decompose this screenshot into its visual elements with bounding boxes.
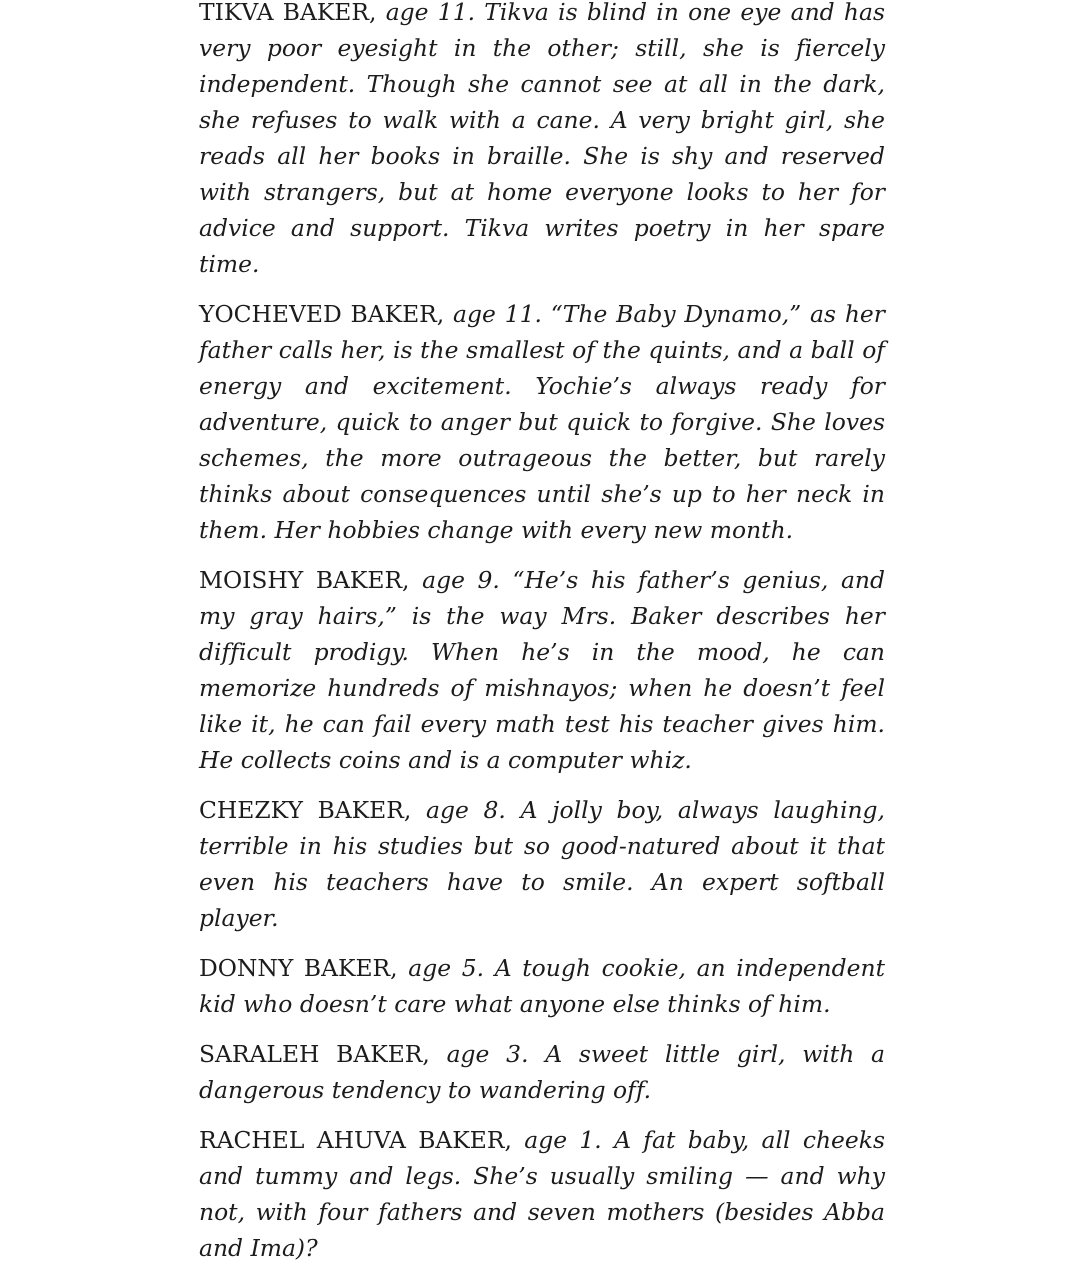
character-description: age 11. Tikva is blind in one eye and has very poor eyesight in the other; still, she is fiercely independent. Though she cannot see at all in the dark, she refuses to walk with a cane. A very bright girl, she reads all her books in braille. She is shy and reserved with strangers, but at home everyone looks to her for advice and support. Tikva writes poetry in her spare time. (199, 0, 885, 278)
character-name: MOISHY BAKER, (199, 566, 410, 594)
character-name: DONNY BAKER, (199, 954, 398, 982)
character-entry-saraleh (199, 1036, 885, 1108)
character-description: age 11. “The Baby Dynamo,” as her father calls her, is the smallest of the quints, and a ball of energy and excitement. Yochie’s always ready for adventure, quick to anger but quick to forgive. She loves schemes, the more outrageous the better, but rarely thinks about consequences until she’s up to her neck in them. Her hobbies change with every new month. (199, 300, 885, 544)
character-name: SARALEH BAKER, (199, 1040, 430, 1068)
character-description: age 1. A fat baby, all cheeks and tummy and legs. She’s usually smiling — and why not, with four fathers and seven mothers (besides Abba and Ima)? (199, 1126, 885, 1262)
character-entry-yocheved (199, 296, 885, 548)
character-entry-chezky (199, 792, 885, 936)
character-list-page (199, 0, 885, 1280)
character-description: age 3. A sweet little girl, with a dangerous tendency to wandering off. (199, 1040, 885, 1104)
character-name: TIKVA BAKER, (199, 0, 377, 26)
character-entry-donny (199, 950, 885, 1022)
character-entry-moishy (199, 562, 885, 778)
character-description: age 5. A tough cookie, an independent kid who doesn’t care what anyone else thinks of him. (199, 954, 885, 1018)
character-name: YOCHEVED BAKER, (199, 300, 445, 328)
character-name: CHEZKY BAKER, (199, 796, 412, 824)
character-entry-tikva (199, 0, 885, 282)
character-description: age 8. A jolly boy, always laughing, terrible in his studies but so good-natured about it that even his teachers have to smile. An expert softball player. (199, 796, 885, 932)
character-entry-rachel-ahuva (199, 1122, 885, 1266)
character-name: RACHEL AHUVA BAKER, (199, 1126, 512, 1154)
character-description: age 9. “He’s his father’s genius, and my gray hairs,” is the way Mrs. Baker describes her difficult prodigy. When he’s in the mood, he can memorize hundreds of mishnayos; when he doesn’t feel like it, he can fail every math test his teacher gives him. He collects coins and is a computer whiz. (199, 566, 886, 774)
